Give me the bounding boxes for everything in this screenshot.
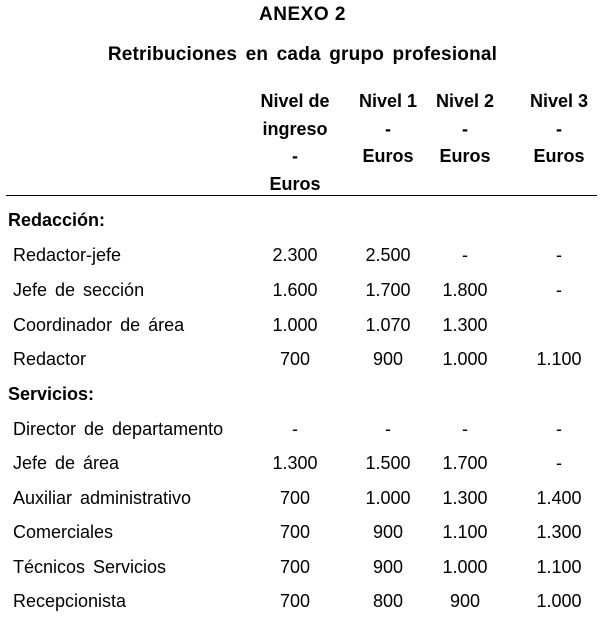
row-label: Coordinador de área xyxy=(13,315,185,335)
value-nivel-2: 1.300 xyxy=(442,315,488,335)
value-nivel-ingreso: - xyxy=(292,419,298,439)
value-nivel-1: 900 xyxy=(372,522,404,542)
header-line: - xyxy=(556,118,562,139)
table-row xyxy=(0,488,605,522)
value-nivel-2: - xyxy=(462,419,468,439)
value-nivel-2: 900 xyxy=(449,591,481,611)
value-nivel-2: 1.000 xyxy=(442,349,488,369)
value-nivel-3: 1.000 xyxy=(536,591,582,611)
document-subtitle: Retribuciones en cada grupo profesional xyxy=(107,44,498,65)
header-line: Euros xyxy=(269,173,321,194)
value-nivel-ingreso: 700 xyxy=(279,522,311,542)
row-label: Jefe de área xyxy=(13,453,120,473)
value-nivel-ingreso: 1.000 xyxy=(272,315,318,335)
value-nivel-3: 1.100 xyxy=(536,349,582,369)
value-nivel-2: 1.000 xyxy=(442,557,488,577)
column-header-nivel-ingreso xyxy=(256,88,334,198)
document-title: ANEXO 2 xyxy=(259,4,346,25)
header-line: Nivel 3 xyxy=(529,91,589,111)
value-nivel-3: - xyxy=(556,453,562,473)
header-line: - xyxy=(462,118,468,139)
table-row xyxy=(0,591,605,625)
value-nivel-ingreso: 1.300 xyxy=(272,453,318,473)
row-label: Director de departamento xyxy=(13,419,224,439)
table-row xyxy=(0,419,605,453)
value-nivel-3: 1.100 xyxy=(536,557,582,577)
value-nivel-ingreso: 700 xyxy=(279,349,311,369)
value-nivel-1: 2.500 xyxy=(365,245,411,265)
value-nivel-1: 1.700 xyxy=(365,280,411,300)
header-line: Nivel 2 xyxy=(435,91,495,111)
table-row xyxy=(0,522,605,556)
value-nivel-3: 1.400 xyxy=(536,488,582,508)
table-row xyxy=(0,315,605,349)
value-nivel-ingreso: 1.600 xyxy=(272,280,318,300)
column-header-nivel-3 xyxy=(520,88,598,171)
value-nivel-1: 900 xyxy=(372,557,404,577)
column-header-nivel-2 xyxy=(426,88,504,171)
value-nivel-ingreso: 2.300 xyxy=(272,245,318,265)
row-label: Recepcionista xyxy=(13,591,127,611)
table-row xyxy=(0,453,605,487)
value-nivel-1: - xyxy=(385,419,391,439)
value-nivel-3: - xyxy=(556,419,562,439)
value-nivel-ingreso: 700 xyxy=(279,488,311,508)
table-row xyxy=(0,557,605,591)
header-line: Euros xyxy=(439,146,491,166)
table-row xyxy=(0,245,605,279)
value-nivel-ingreso: 700 xyxy=(279,591,311,611)
row-label: Técnicos Servicios xyxy=(13,557,167,577)
value-nivel-3: - xyxy=(556,280,562,300)
section-heading-servicios: Servicios: xyxy=(8,384,95,404)
value-nivel-1: 1.500 xyxy=(365,453,411,473)
header-divider xyxy=(6,195,597,196)
value-nivel-2: 1.800 xyxy=(442,280,488,300)
table-row xyxy=(0,349,605,383)
value-nivel-1: 1.070 xyxy=(365,315,411,335)
value-nivel-1: 800 xyxy=(372,591,404,611)
table-row xyxy=(0,280,605,314)
header-line: Nivel de xyxy=(260,91,330,111)
value-nivel-2: - xyxy=(462,245,468,265)
row-label: Redactor-jefe xyxy=(13,245,122,265)
header-line: Euros xyxy=(362,146,414,166)
header-line: Nivel 1 xyxy=(358,91,418,111)
header-line: Euros xyxy=(533,146,585,166)
section-heading-redaccion: Redacción: xyxy=(8,210,106,230)
row-label: Auxiliar administrativo xyxy=(13,488,192,508)
value-nivel-1: 1.000 xyxy=(365,488,411,508)
column-header-nivel-1 xyxy=(349,88,427,171)
value-nivel-3: 1.300 xyxy=(536,522,582,542)
row-label: Jefe de sección xyxy=(13,280,145,300)
value-nivel-ingreso: 700 xyxy=(279,557,311,577)
header-line: - xyxy=(385,118,391,139)
header-line: ingreso xyxy=(262,118,328,139)
value-nivel-2: 1.300 xyxy=(442,488,488,508)
value-nivel-2: 1.700 xyxy=(442,453,488,473)
row-label: Redactor xyxy=(13,349,87,369)
header-line: - xyxy=(292,146,298,166)
row-label: Comerciales xyxy=(13,522,114,542)
value-nivel-3: - xyxy=(556,245,562,265)
value-nivel-1: 900 xyxy=(372,349,404,369)
value-nivel-2: 1.100 xyxy=(442,522,488,542)
